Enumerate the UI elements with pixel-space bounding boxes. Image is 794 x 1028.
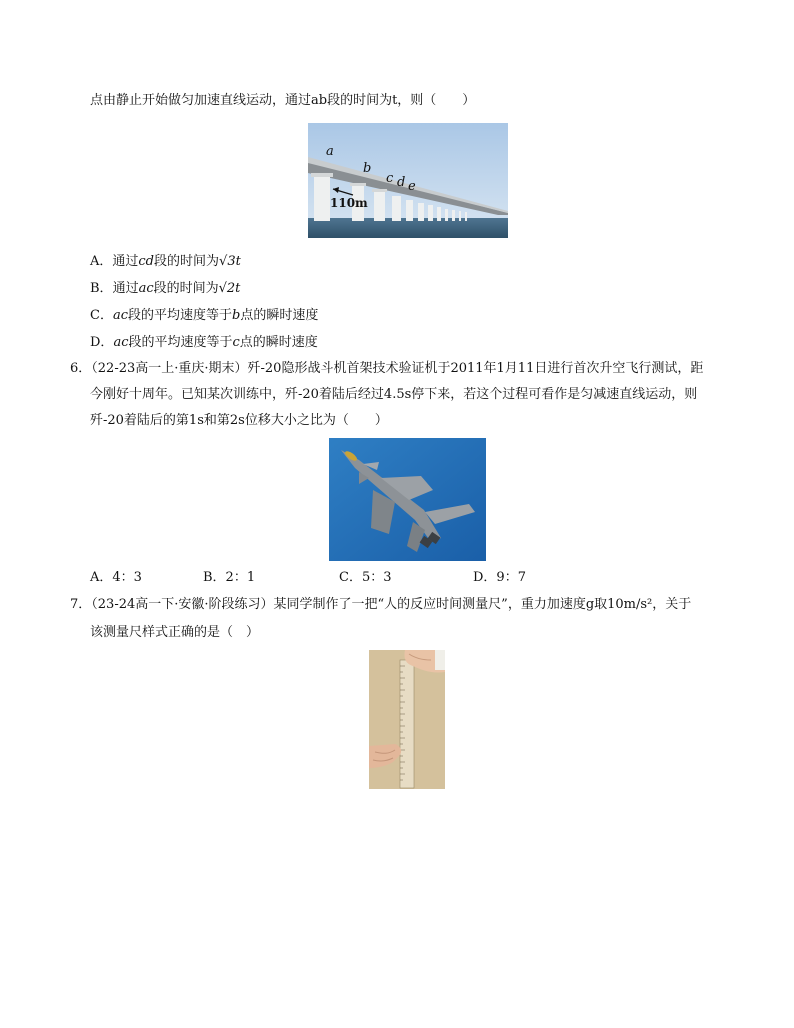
q5-stem-tail: 点由静止开始做匀加速直线运动，通过ab段的时间为t，则（ ） bbox=[90, 93, 476, 108]
q6-option-b[interactable]: B．2：1 bbox=[203, 570, 256, 585]
option-letter: A． bbox=[90, 254, 113, 269]
ruler-photo bbox=[369, 650, 445, 789]
q6-line-3: 歼-20着陆后的第1s和第2s位移大小之比为（ ） bbox=[90, 413, 388, 428]
q6-option-a[interactable]: A．4：3 bbox=[90, 570, 142, 585]
q6-line-1: 6．（22-23高一上·重庆·期末）歼-20隐形战斗机首架技术验证机于2011年1月11日进行首次升空飞行测试，距 bbox=[70, 361, 704, 376]
point-d-label: d bbox=[397, 175, 406, 190]
option-letter: B． bbox=[90, 281, 113, 296]
q6-line-2: 今刚好十周年。已知某次训练中，歼-20着陆后经过4.5s停下来，若这个过程可看作是匀减速直线运动，则 bbox=[90, 387, 698, 402]
bridge-figure bbox=[308, 123, 508, 238]
sqrt3t-math: √3t bbox=[219, 254, 241, 269]
q5-option-b[interactable]: B．通过ac段的时间为√2t bbox=[90, 281, 241, 296]
q6-option-c[interactable]: C．5：3 bbox=[339, 570, 392, 585]
jet-figure bbox=[329, 438, 486, 561]
q5-option-d[interactable]: D．ac段的平均速度等于c点的瞬时速度 bbox=[90, 335, 318, 350]
q5-option-c[interactable]: C．ac段的平均速度等于b点的瞬时速度 bbox=[90, 308, 319, 323]
q7-number: 7． bbox=[70, 597, 92, 612]
point-c-label: c bbox=[386, 171, 394, 186]
sqrt2t-math: √2t bbox=[218, 281, 241, 296]
q5-option-a[interactable]: A．通过cd段的时间为√3t bbox=[90, 254, 241, 269]
ruler-figure bbox=[369, 650, 445, 789]
q7-line-2: 该测量尺样式正确的是（ ） bbox=[90, 625, 260, 640]
q6-option-d[interactable]: D．9：7 bbox=[473, 570, 526, 585]
jet-illustration bbox=[329, 438, 486, 561]
option-letter: D． bbox=[90, 335, 114, 350]
point-b-label: b bbox=[363, 161, 372, 176]
point-e-label: e bbox=[408, 179, 416, 194]
q6-number: 6． bbox=[70, 361, 92, 376]
distance-label: 110m bbox=[330, 196, 368, 210]
option-letter: C． bbox=[90, 308, 113, 323]
point-a-label: a bbox=[326, 144, 334, 159]
q7-line-1: 7．（23-24高一下·安徽·阶段练习）某同学制作了一把“人的反应时间测量尺”，重力加速度g取10m/s²，关于 bbox=[70, 597, 692, 612]
